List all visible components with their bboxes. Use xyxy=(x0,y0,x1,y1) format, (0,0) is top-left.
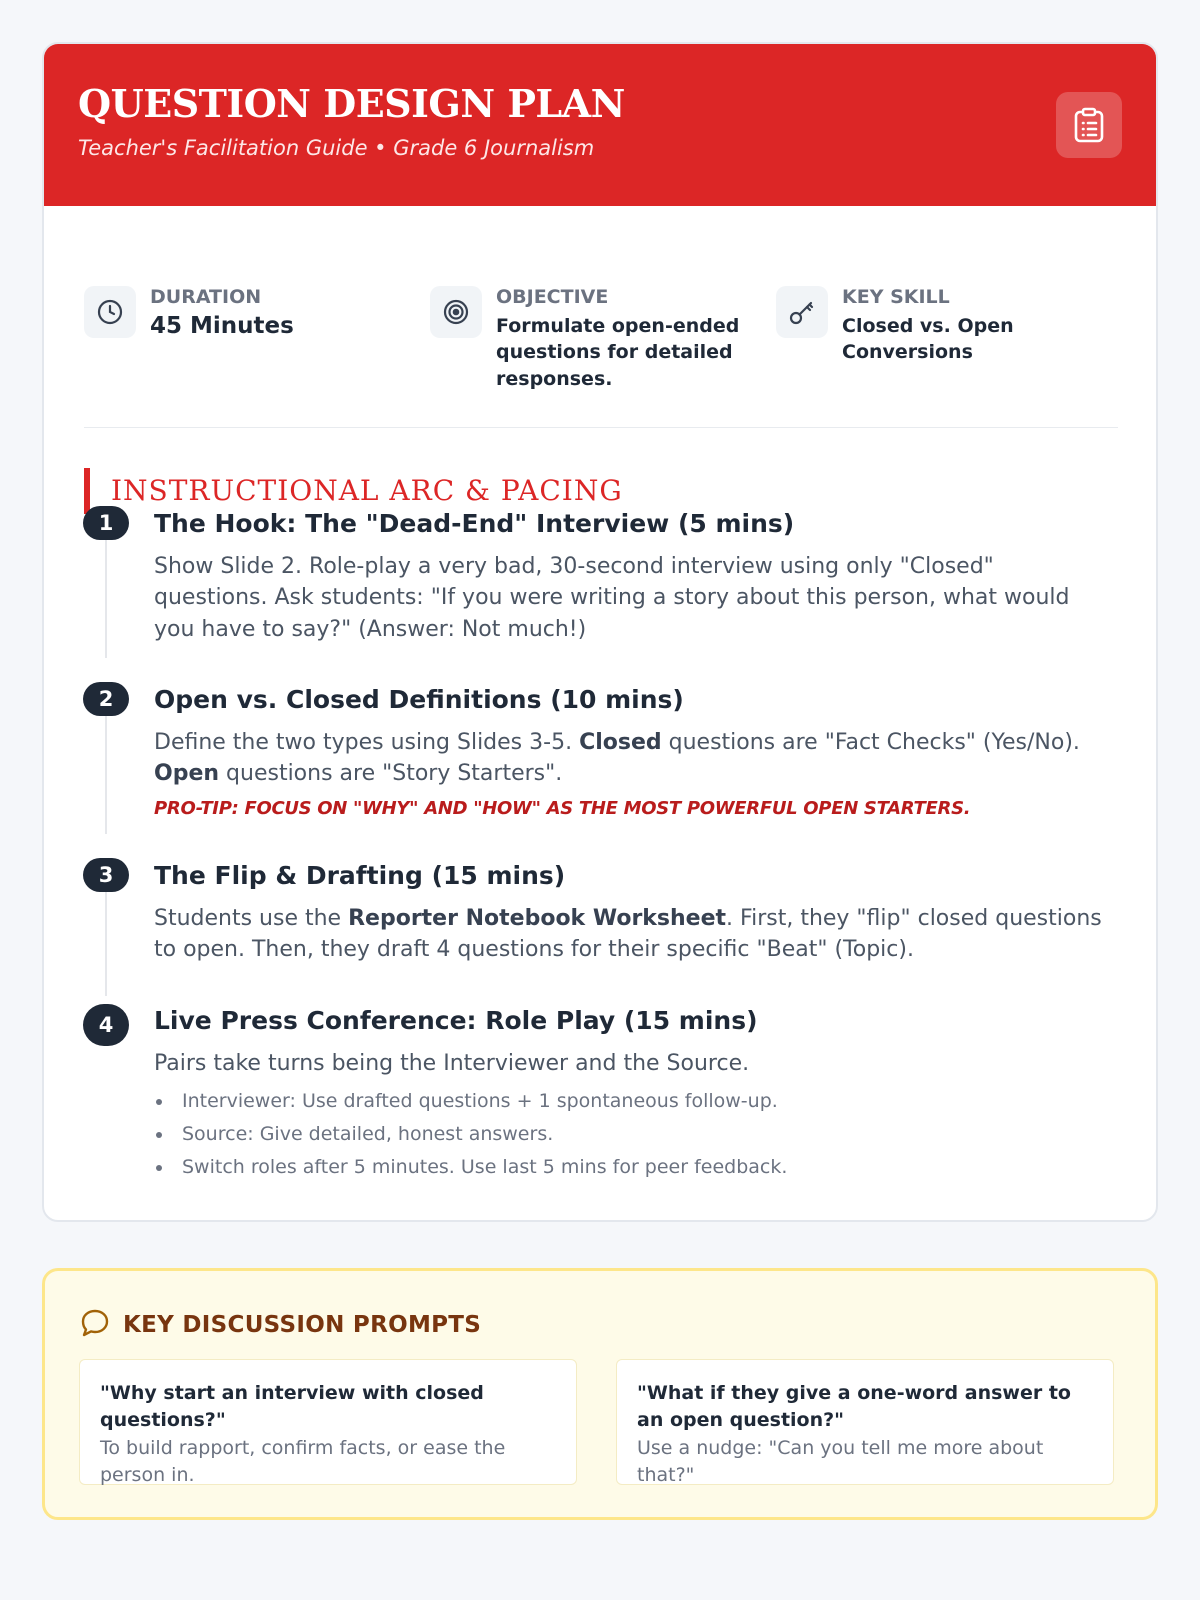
header xyxy=(44,44,1156,206)
step-body: Pairs take turns being the Interviewer and the Source. xyxy=(154,1050,750,1076)
body-bold: Closed xyxy=(579,729,662,755)
step-2 xyxy=(154,684,1114,819)
prompt-question: "Why start an interview with closed questions?" xyxy=(100,1382,484,1431)
list-item: Interviewer: Use drafted questions + 1 spontaneous follow-up. xyxy=(154,1085,1114,1118)
body-text: Students use the xyxy=(154,905,349,931)
section-title: INSTRUCTIONAL ARC & PACING xyxy=(84,468,623,514)
skill-label: KEY SKILL xyxy=(842,286,950,308)
timeline-connector xyxy=(105,530,107,658)
page-subtitle: Teacher's Facilitation Guide • Grade 6 Journalism xyxy=(78,135,595,160)
step-title: The Hook: The "Dead-End" Interview (5 mins) xyxy=(154,509,795,538)
body-bold: Open xyxy=(154,761,220,787)
body-text: . First, they "flip" closed questions to open. Then, they draft 4 questions for their specific "Beat" (Topic). xyxy=(154,905,1102,963)
pro-tip: PRO-TIP: FOCUS ON "WHY" AND "HOW" AS THE MOST POWERFUL OPEN STARTERS. xyxy=(154,798,971,820)
step-body: Show Slide 2. Role-play a very bad, 30-second interview using only "Closed" questions. Ask students: "If you were writing a story about this person, what would you have to say?" (Answer: Not much!) xyxy=(154,553,1070,643)
duration-value: 45 Minutes xyxy=(150,312,294,339)
skill-value: Closed vs. Open Conversions xyxy=(842,314,1014,364)
bullet-list xyxy=(154,1085,1114,1184)
step-title: Open vs. Closed Definitions (10 mins) xyxy=(154,685,684,714)
prompt-answer: Use a nudge: "Can you tell me more about that?" xyxy=(637,1437,1044,1486)
clipboard-icon xyxy=(1056,92,1122,158)
timeline-connector xyxy=(105,876,107,996)
objective-value: Formulate open-ended questions for detailed responses. xyxy=(496,314,740,390)
step-4 xyxy=(154,1005,1114,1184)
info-row xyxy=(84,246,1118,428)
speech-bubble-icon xyxy=(79,1307,111,1343)
body-text: Define the two types using Slides 3-5. xyxy=(154,729,580,755)
step-3 xyxy=(154,860,1114,966)
list-item: Switch roles after 5 minutes. Use last 5 mins for peer feedback. xyxy=(154,1151,1114,1184)
step-title: The Flip & Drafting (15 mins) xyxy=(154,861,566,890)
step-body xyxy=(154,903,1114,967)
prompt-answer: To build rapport, confirm facts, or ease the person in. xyxy=(100,1437,506,1486)
prompts-header xyxy=(79,1307,481,1343)
timeline-connector xyxy=(105,702,107,834)
duration-label: DURATION xyxy=(150,286,262,308)
objective-label: OBJECTIVE xyxy=(496,286,609,308)
body-text: questions are "Fact Checks" (Yes/No). xyxy=(661,729,1080,755)
list-item: Source: Give detailed, honest answers. xyxy=(154,1118,1114,1151)
body-bold: Reporter Notebook Worksheet xyxy=(348,905,727,931)
key-icon xyxy=(776,286,828,338)
page-title: QUESTION DESIGN PLAN xyxy=(78,81,625,126)
clock-icon xyxy=(84,286,136,338)
step-number: 3 xyxy=(83,858,129,892)
step-1 xyxy=(154,508,1114,646)
target-icon xyxy=(430,286,482,338)
prompt-card xyxy=(79,1359,577,1485)
body-text: questions are "Story Starters". xyxy=(219,761,563,787)
step-number: 1 xyxy=(83,506,129,540)
prompts-title: KEY DISCUSSION PROMPTS xyxy=(123,1312,482,1338)
step-number: 4 xyxy=(83,1004,129,1046)
step-number: 2 xyxy=(83,682,129,716)
step-title: Live Press Conference: Role Play (15 mins) xyxy=(154,1006,758,1035)
prompt-card xyxy=(616,1359,1114,1485)
prompt-question: "What if they give a one-word answer to an open question?" xyxy=(637,1382,1071,1431)
discussion-prompts xyxy=(42,1268,1158,1520)
step-body xyxy=(154,727,1114,791)
